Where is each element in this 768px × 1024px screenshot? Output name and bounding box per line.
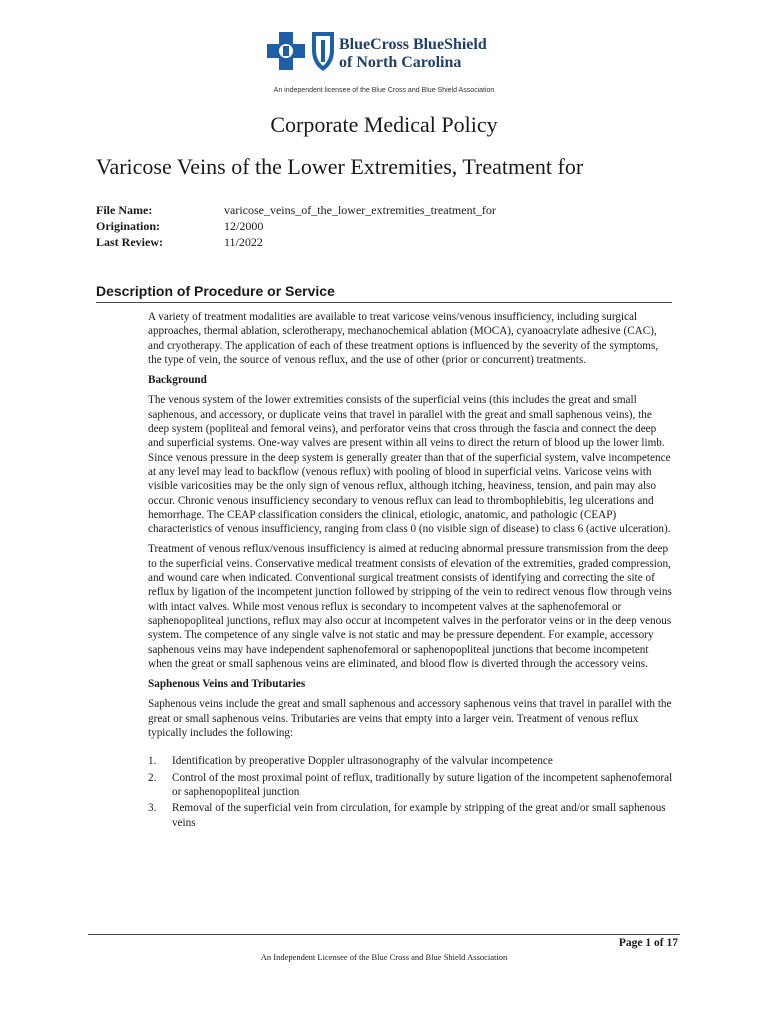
background-heading: Background (148, 374, 207, 387)
list-number: 1. (148, 755, 157, 768)
page-of: of (651, 937, 667, 949)
background-paragraph-2: Treatment of venous reflux/venous insufficiency is aimed at reducing abnormal pressure transmission from the deep to the superficial veins. Conservative medical treatment consists of elevation of the extremities, graded compression, and wound care when indicated. Conventional surgical treatment consists of identifying and correcting the site of reflux by ligation of the incompetent junction followed by stripping of the vein to redirect venous flow through veins with intact valves. While most venous reflux is secondary to incompetent valves at the saphenofemoral or saphenopopliteal junctions, reflux may also occur at incompetent valves in the perforator veins or in the deep venous system. The competence of any single valve is not static and may be pressure dependent. For example, accessory saphenous veins may have independent saphenofemoral or saphenopopliteal junctions that become incompetent when the great or small saphenous veins are eliminated, and blood flow is diverted through the accessory veins. (148, 543, 672, 670)
meta-value: 12/2000 (224, 219, 264, 233)
meta-value: 11/2022 (224, 235, 263, 249)
section-body (148, 310, 674, 832)
meta-label: Last Review: (96, 235, 163, 249)
list-number: 2. (148, 771, 157, 784)
section-heading: Description of Procedure or Service (96, 283, 335, 299)
footer-divider (88, 934, 680, 935)
meta-value: varicose_veins_of_the_lower_extremities_treatment_for (224, 203, 496, 217)
saphenous-heading: Saphenous Veins and Tributaries (148, 678, 306, 691)
meta-label: Origination: (96, 219, 161, 233)
blue-shield-icon (312, 32, 334, 71)
corporate-title: Corporate Medical Policy (270, 112, 498, 137)
policy-meta (96, 203, 496, 251)
blue-cross-icon (267, 32, 305, 70)
page-total: 17 (666, 937, 678, 949)
brand-name (339, 36, 487, 72)
list-item (148, 771, 674, 800)
list-item (148, 754, 674, 768)
meta-row-origination (96, 219, 496, 235)
page-prefix: Page (618, 937, 646, 949)
section-divider (96, 302, 672, 303)
intro-paragraph: A variety of treatment modalities are available to treat varicose veins/venous insufficiency, including surgical approaches, thermal ablation, sclerotherapy, mechanochemical ablation (MOCA), cyanoacrylate adhesive (CAC), and cryotherapy. The application of each of these treatment options is influenced by the severity of the symptoms, the type of vein, the source of venous reflux, and the use of other (prior or concurrent) treatments. (148, 311, 659, 366)
brand-line-1: BlueCross BlueShield (339, 36, 487, 53)
treatment-list (148, 754, 674, 829)
meta-label: File Name: (96, 203, 153, 217)
list-item (148, 801, 674, 830)
meta-row-last-review (96, 235, 496, 251)
page-current: 1 (645, 937, 652, 949)
list-number: 3. (148, 802, 157, 815)
background-paragraph-1: The venous system of the lower extremities consists of the superficial veins (this includes the great and small saphenous, and accessory, or duplicate veins that travel in parallel with the great and small saphenous veins), the deep system (popliteal and femoral veins), and perforator veins that cross through the fascia and connect the deep and superficial systems. One-way valves are present within all veins to direct the return of blood up the lower limb. Since venous pressure in the deep system is generally greater than that of the superficial system, valve incompetence at any level may lead to backflow (venous reflux) with pooling of blood in superficial veins. Varicose veins with visible varicosities may be the only sign of venous reflux, although itching, heaviness, tension, and pain may also occur. Chronic venous insufficiency secondary to venous reflux can lead to thrombophlebitis, leg ulcerations and hemorrhage. The CEAP classification considers the clinical, etiologic, anatomic, and pathologic (CEAP) characteristics of venous insufficiency, ranging from class 0 (no visible sign of disease) to class 6 (active ulceration). (148, 394, 671, 536)
footer-licensee: An Independent Licensee of the Blue Cross and Blue Shield Association (260, 952, 508, 962)
brand-line-2: of North Carolina (339, 54, 462, 71)
list-text: Control of the most proximal point of reflux, traditionally by suture ligation of the incompetent saphenofemoral or saphenopopliteal junction (172, 771, 673, 798)
list-text: Removal of the superficial vein from circulation, for example by stripping of the great and/or small saphenous veins (172, 802, 666, 829)
licensee-note: An independent licensee of the Blue Cross and Blue Shield Association (273, 87, 495, 94)
meta-row-file-name (96, 203, 496, 219)
page-number (619, 937, 678, 949)
list-text: Identification by preoperative Doppler ultrasonography of the valvular incompetence (172, 755, 553, 768)
policy-title: Varicose Veins of the Lower Extremities, Treatment for (96, 154, 584, 179)
saphenous-paragraph: Saphenous veins include the great and small saphenous and accessory saphenous veins that travel in parallel with the great or small saphenous veins. Tributaries are veins that empty into a larger vein. Treatment of venous reflux typically includes the following: (148, 698, 672, 740)
